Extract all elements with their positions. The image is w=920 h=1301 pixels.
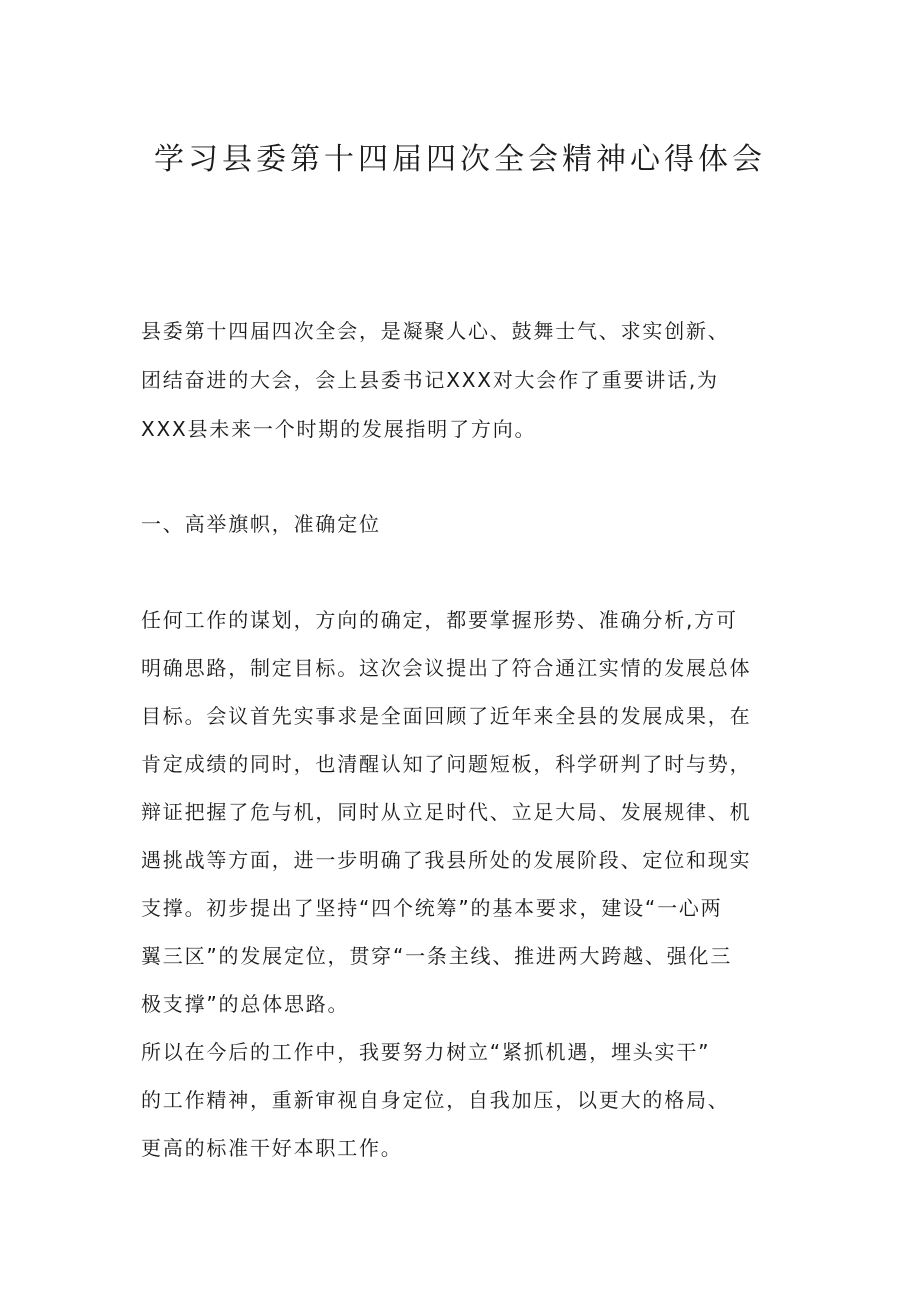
intro-line: XXX县未来一个时期的发展指明了方向。 bbox=[141, 417, 537, 441]
closing-line: 所以在今后的工作中，我要努力树立“紧抓机遇，埋头实干” bbox=[141, 1040, 711, 1064]
section-heading: 一、高举旗帜，准确定位 bbox=[141, 512, 381, 536]
body-line: 支撑。初步提出了坚持“四个统筹”的基本要求，建设“一心两 bbox=[141, 896, 723, 920]
body-line: 目标。会议首先实事求是全面回顾了近年来全县的发展成果，在 bbox=[141, 704, 752, 728]
intro-line: 团结奋进的大会，会上县委书记XXX对大会作了重要讲话,为 bbox=[141, 368, 719, 392]
body-line: 极支撑”的总体思路。 bbox=[141, 992, 350, 1016]
closing-line: 的工作精神，重新审视自身定位，自我加压，以更大的格局、 bbox=[141, 1088, 730, 1112]
intro-line: 县委第十四届四次全会，是凝聚人心、鼓舞士气、求实创新、 bbox=[141, 319, 730, 343]
body-line: 任何工作的谋划，方向的确定，都要掌握形势、准确分析,方可 bbox=[141, 608, 738, 632]
body-line: 明确思路，制定目标。这次会议提出了符合通江实情的发展总体 bbox=[141, 656, 752, 680]
document-title: 学习县委第十四届四次全会精神心得体会 bbox=[154, 142, 766, 177]
body-line: 辩证把握了危与机，同时从立足时代、立足大局、发展规律、机 bbox=[141, 800, 752, 824]
closing-line: 更高的标准干好本职工作。 bbox=[141, 1136, 403, 1160]
body-line: 翼三区”的发展定位，贯穿“一条主线、推进两大跨越、强化三 bbox=[141, 944, 733, 968]
body-line: 遇挑战等方面，进一步明确了我县所处的发展阶段、定位和现实 bbox=[141, 848, 752, 872]
body-line: 肯定成绩的同时，也清醒认知了问题短板，科学研判了时与势， bbox=[141, 752, 752, 776]
